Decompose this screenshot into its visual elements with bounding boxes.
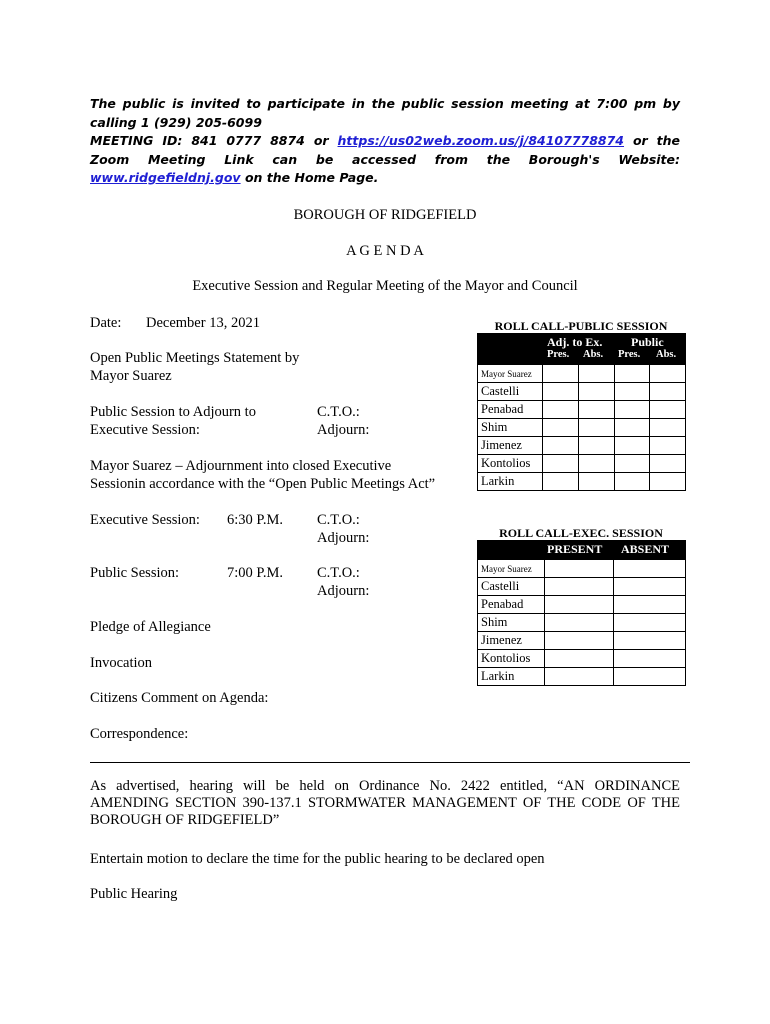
zoom-link[interactable]: https://us02web.zoom.us/j/84107778874 [337,133,625,148]
attendance-cell [543,473,579,491]
exec-session-label: Executive Session: [90,512,200,528]
rollcall-exec-title: ROLL CALL-EXEC. SESSION [499,526,663,540]
member-name: Castelli [478,578,545,596]
attendance-cell [614,455,650,473]
adj-abs-label: Abs. [583,349,604,360]
exec-adjourn: Adjourn: [317,530,370,546]
pub-pres-label: Pres. [618,349,641,360]
attendance-cell [613,614,686,632]
attendance-cell [545,560,613,578]
public-session-time: 7:00 P.M. [227,565,284,581]
attendance-cell [614,365,650,383]
member-name: Penabad [478,401,543,419]
attendance-cell [543,365,579,383]
section-divider [90,762,690,763]
public-hearing: Public Hearing [90,886,178,902]
rollcall-exec-header [477,540,686,559]
agenda-heading: A G E N D A [346,243,424,259]
attendance-cell [650,455,686,473]
attendance-cell [614,437,650,455]
rollcall-row [478,632,686,650]
member-name: Shim [478,419,543,437]
attendance-cell [545,650,613,668]
rollcall-public-title: ROLL CALL-PUBLIC SESSION [494,319,668,333]
notice-line-5-suffix: on the Home Page. [240,170,379,185]
rollcall-row [478,473,686,491]
rollcall-row [478,383,686,401]
rollcall-public-table [477,364,686,491]
attendance-cell [650,437,686,455]
rollcall-row [478,650,686,668]
attendance-cell [543,455,579,473]
attendance-cell [613,578,686,596]
attendance-cell [613,596,686,614]
meeting-id-text: MEETING ID: 841 0777 8874 or [90,133,338,148]
notice-line-3-suffix: or the [624,133,681,148]
absent-label: ABSENT [621,542,670,556]
attendance-cell [578,455,614,473]
pub-abs-label: Abs. [656,349,677,360]
invocation-item: Invocation [90,655,153,671]
closed-session-line-1: Mayor Suarez – Adjournment into closed Executive [90,458,392,474]
attendance-cell [545,614,613,632]
rollcall-row [478,614,686,632]
notice-line-5 [90,169,680,188]
attendance-cell [545,596,613,614]
present-label: PRESENT [547,542,603,556]
meeting-notice [90,95,680,188]
rollcall-row [478,596,686,614]
pledge-item: Pledge of Allegiance [90,619,211,635]
member-name: Larkin [478,668,545,686]
attendance-cell [614,401,650,419]
member-name: Jimenez [478,632,545,650]
attendance-cell [614,473,650,491]
adj-to-ex-label: Adj. to Ex. [547,335,603,349]
attendance-cell [543,383,579,401]
attendance-cell [543,401,579,419]
attendance-cell [614,419,650,437]
borough-heading: BOROUGH OF RIDGEFIELD [293,207,477,223]
rollcall-row [478,437,686,455]
attendance-cell [613,560,686,578]
hearing-motion: Entertain motion to declare the time for the public hearing to be declared open [90,851,545,867]
rollcall-row [478,578,686,596]
date-value: December 13, 2021 [146,315,260,331]
attendance-cell [578,419,614,437]
rollcall-row [478,668,686,686]
citizens-comment-item: Citizens Comment on Agenda: [90,690,269,706]
public-session-label: Public Session: [90,565,180,581]
attendance-cell [650,365,686,383]
public-label: Public [631,335,664,349]
adj-pres-label: Pres. [547,349,570,360]
attendance-cell [650,419,686,437]
rollcall-row [478,365,686,383]
rollcall-row [478,455,686,473]
adjourn-cto: C.T.O.: [317,404,360,420]
notice-line-3 [90,132,680,151]
member-name: Castelli [478,383,543,401]
attendance-cell [650,401,686,419]
attendance-cell [578,383,614,401]
correspondence-item: Correspondence: [90,726,189,742]
notice-line-1: The public is invited to participate in the public session meeting at 7:00 pm by [90,96,680,111]
attendance-cell [578,401,614,419]
member-name: Kontolios [478,455,543,473]
adjourn-line-1: Public Session to Adjourn to [90,404,256,420]
attendance-cell [545,632,613,650]
attendance-cell [543,419,579,437]
exec-cto: C.T.O.: [317,512,360,528]
attendance-cell [545,668,613,686]
public-adjourn: Adjourn: [317,583,370,599]
notice-line-2: calling 1 (929) 205-6099 [90,114,262,130]
attendance-cell [578,365,614,383]
member-name: Larkin [478,473,543,491]
ordinance-paragraph: As advertised, hearing will be held on Ordinance No. 2422 entitled, “AN ORDINANCE AMENDING SECTION 390-137.1 STORMWATER MANAGEMENT OF THE CODE OF THE BOROUGH OF RIDGEFIELD” [90,778,680,828]
rollcall-public-header [477,333,686,364]
member-name: Penabad [478,596,545,614]
attendance-cell [613,632,686,650]
attendance-cell [543,437,579,455]
opma-statement-line-1: Open Public Meetings Statement by [90,350,300,366]
member-name: Mayor Suarez [478,365,543,383]
member-name: Shim [478,614,545,632]
closed-session-line-2: Sessionin accordance with the “Open Public Meetings Act” [90,476,436,492]
attendance-cell [614,383,650,401]
attendance-cell [578,473,614,491]
meeting-subtitle: Executive Session and Regular Meeting of the Mayor and Council [192,278,578,294]
notice-line-4: Zoom Meeting Link can be accessed from the Borough's Website: [90,151,680,167]
attendance-cell [650,473,686,491]
rollcall-row [478,401,686,419]
attendance-cell [650,383,686,401]
member-name: Jimenez [478,437,543,455]
public-cto: C.T.O.: [317,565,360,581]
rollcall-row [478,560,686,578]
member-name: Mayor Suarez [478,560,545,578]
attendance-cell [578,437,614,455]
adjourn-line-2: Executive Session: [90,422,200,438]
opma-statement-line-2: Mayor Suarez [90,368,172,384]
borough-website-link[interactable]: www.ridgefieldnj.gov [90,170,241,185]
rollcall-row [478,419,686,437]
date-label: Date: [90,315,122,331]
adjourn-adjourn: Adjourn: [317,422,370,438]
exec-session-time: 6:30 P.M. [227,512,284,528]
member-name: Kontolios [478,650,545,668]
attendance-cell [613,668,686,686]
rollcall-exec-table [477,559,686,686]
attendance-cell [613,650,686,668]
attendance-cell [545,578,613,596]
